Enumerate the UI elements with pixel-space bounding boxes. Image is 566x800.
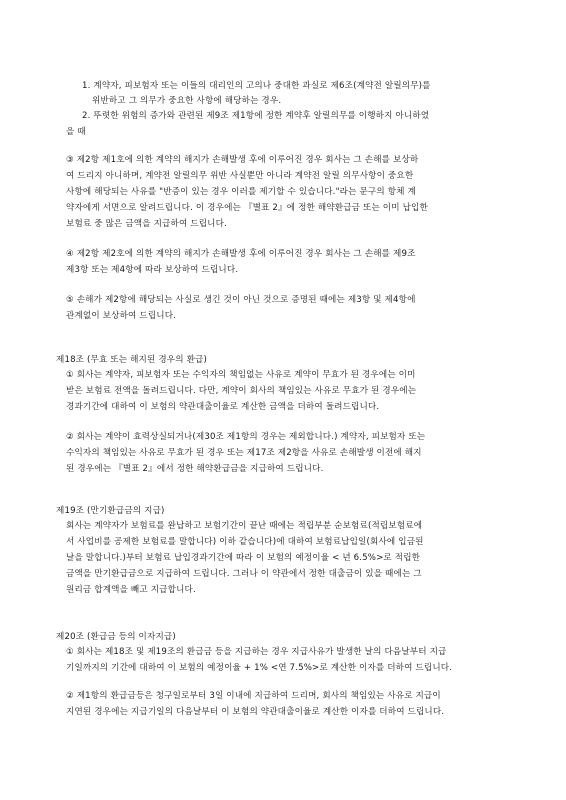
- paragraph-3: ③ 제2항 제1호에 의한 계약의 해지가 손해발생 후에 이루어진 경우 회사는 그 손해를 보상하: [66, 155, 419, 165]
- article-18-para2-line3: 된 경우에는 『별표 2』에서 정한 해약환급금을 지급하여 드립니다.: [66, 464, 324, 474]
- article-18-para1: ① 회사는 계약자, 피보험자 또는 수익자의 책임없는 사유로 계약이 무효가 된 경우에는 이미: [66, 370, 416, 380]
- list-item-2-cont: 을 때: [66, 127, 86, 137]
- paragraph-3-line5: 보험료 중 많은 금액을 지급하여 드립니다.: [66, 219, 227, 229]
- article-20-para2: ② 제1항의 환급금등은 청구일로부터 3일 이내에 지급하여 드리며, 회사의 책임있는 사유로 지급이: [66, 691, 441, 701]
- article-19-body-line2: 서 사업비를 공제한 보험료를 말합니다) 이하 같습니다)에 대하여 보험료납입일(회사에 입금된: [66, 537, 424, 547]
- article-19-body-line4: 금액을 만기환급금으로 지급하여 드립니다. 그러나 이 약관에서 정한 대출금이 있을 때에는 그: [66, 569, 422, 579]
- paragraph-4: ④ 제2항 제2호에 의한 계약의 해지가 손해발생 후에 이루어진 경우 회사는 그 손해를 제9조: [66, 249, 416, 259]
- paragraph-3-line4: 약자에게 서면으로 알려드립니다. 이 경우에는 『별표 2』에 정한 해약환급금 또는 이미 납입한: [66, 203, 428, 213]
- paragraph-3-line2: 여 드리지 아니하며, 계약전 알릴의무 위반 사실뿐만 아니라 계약전 알릴 의무사항이 중요한: [66, 171, 414, 181]
- article-19-body-line5: 원리금 합계액을 빼고 지급합니다.: [66, 585, 196, 595]
- article-18-para2-line2: 수익자의 책임있는 사유로 무효가 된 경우 또는 제17조 제2항을 사유로 손해발생 이전에 해지: [66, 448, 422, 458]
- article-20-para1: ① 회사는 제18조 및 제19조의 환급금 등을 지급하는 경우 지급사유가 발생한 날의 다음날부터 지급: [66, 647, 447, 657]
- article-19-body: 회사는 계약자가 보험료를 완납하고 보험기간이 끝난 때에는 적립부분 순보험료(적립보험료에: [66, 521, 423, 531]
- paragraph-5: ⑤ 손해가 제2항에 해당되는 사실로 생긴 것이 아닌 것으로 증명된 때에는 제3항 및 제4항에: [66, 295, 416, 305]
- article-19-heading: 제19조 (만기환급금의 지급): [56, 506, 165, 516]
- list-item-1-cont: 위반하고 그 의무가 중요한 사항에 해당하는 경우.: [92, 96, 282, 106]
- article-20-para1-line2: 기일까지의 기간에 대하여 이 보험의 예정이율 + 1% <연 7.5%>로 계산한 이자를 더하여 드립니다.: [66, 663, 453, 673]
- article-18-para1-line2: 받은 보험료 전액을 돌려드립니다. 다만, 계약이 회사의 책임있는 사유로 무효가 된 경우에는: [66, 386, 417, 396]
- article-18-heading: 제18조 (무효 또는 해지된 경우의 환급): [56, 355, 207, 365]
- list-item-1: 1. 계약자, 피보험자 또는 이들의 대리인의 고의나 중대한 과실로 제6조(계약전 알릴의무)를: [82, 81, 431, 91]
- article-20-para2-line2: 지연된 경우에는 지급기일의 다음날부터 이 보험의 약관대출이율로 계산한 이자를 더하여 드립니다.: [66, 707, 445, 717]
- list-item-2: 2. 뚜렷한 위험의 증가와 관련된 제9조 제1항에 정한 계약후 알릴의무를 이행하지 아니하였: [82, 111, 430, 121]
- article-18-para1-line3: 경과기간에 대하여 이 보험의 약관대출이율로 계산한 금액을 더하여 돌려드립니다.: [66, 402, 380, 412]
- paragraph-5-line2: 관계없이 보상하여 드립니다.: [66, 311, 177, 321]
- article-18-para2: ② 회사는 계약이 효력상실되거나(제30조 제1항의 경우는 제외합니다.) 계약자, 피보험자 또는: [66, 432, 426, 442]
- article-19-body-line3: 날을 말합니다.)부터 보험료 납입경과기간에 따라 이 보험의 예정이율 < 년 6.5%>로 적립한: [66, 553, 421, 563]
- paragraph-4-line2: 제3항 또는 제4항에 따라 보상하여 드립니다.: [66, 265, 239, 275]
- paragraph-3-line3: 사항에 해당되는 사유를 "반증이 있는 경우 이러를 제기할 수 있습니다."라는 문구의 항체 계: [66, 187, 416, 197]
- article-20-heading: 제20조 (환급금 등의 이자지급): [56, 632, 176, 642]
